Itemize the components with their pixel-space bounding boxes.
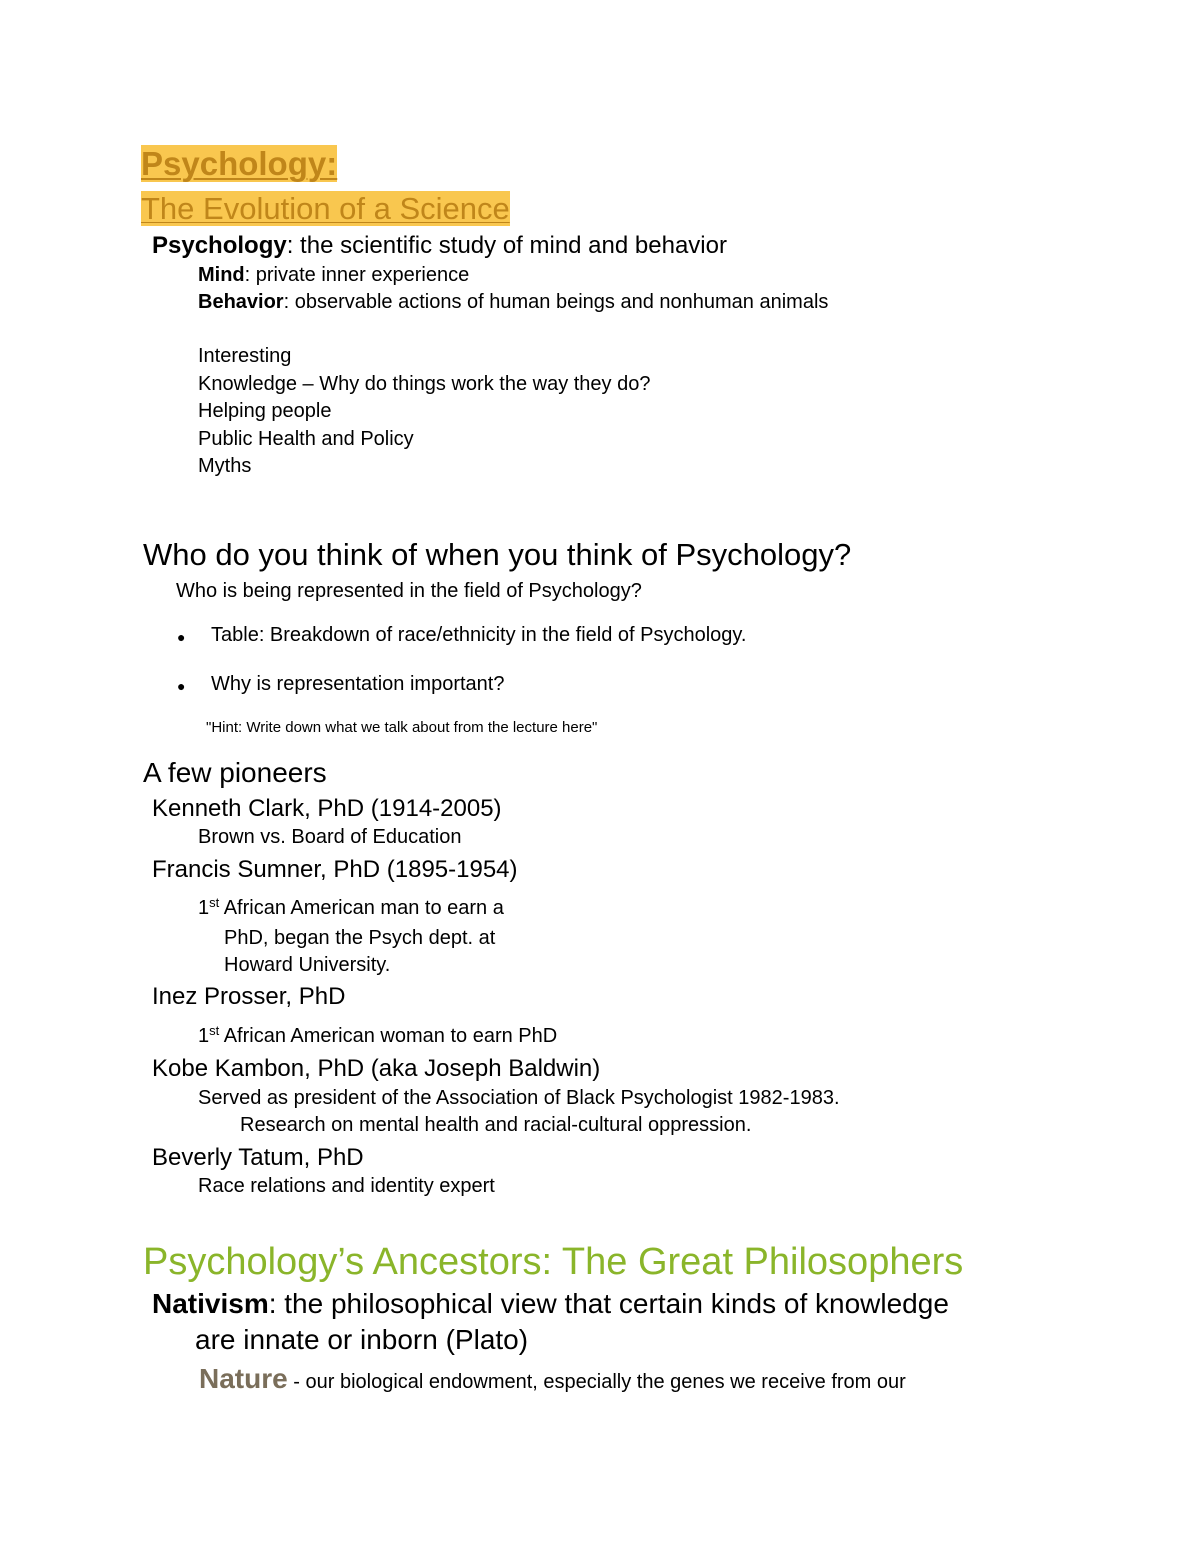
pioneer-name: Kenneth Clark, PhD (1914-2005) [152,795,502,822]
bullet-item: Why is representation important? [211,673,505,695]
reason-item: Myths [198,455,252,477]
behavior-definition [198,292,828,312]
mind-text: : private inner experience [244,264,470,286]
pioneer-note-cont: PhD, began the Psych dept. at [224,927,496,949]
bullet-item: Table: Breakdown of race/ethnicity in the field of Psychology. [211,624,747,646]
hint-text: "Hint: Write down what we talk about from the lecture here" [206,719,598,736]
mind-term: Mind [198,264,245,286]
note-line: African American woman to earn PhD [219,1025,558,1047]
bullet-dot: ● [177,629,186,645]
pioneer-note-cont: Research on mental health and racial-cultural oppression. [240,1114,752,1136]
reason-item: Interesting [198,345,292,367]
pioneer-name: Beverly Tatum, PhD [152,1144,364,1171]
document-subtitle [141,193,510,224]
pioneers-heading: A few pioneers [143,757,327,788]
representation-heading: Who do you think of when you think of Psychology? [143,537,852,572]
pioneer-note: Served as president of the Association of Black Psychologist 1982-1983. [198,1087,840,1109]
reason-item: Public Health and Policy [198,428,414,450]
reason-item: Helping people [198,400,332,422]
pioneer-name: Kobe Kambon, PhD (aka Joseph Baldwin) [152,1055,601,1082]
bullet-dot: ● [177,678,186,694]
ordinal-number: 1 [198,1025,210,1047]
pioneer-note: Brown vs. Board of Education [198,826,462,848]
pioneer-note-cont: Howard University. [224,954,391,976]
ordinal-number: 1 [198,897,210,919]
ancestors-heading: Psychology’s Ancestors: The Great Philosophers [143,1241,964,1283]
note-line: African American man to earn a [219,897,504,919]
nature-definition [199,1365,906,1393]
pioneer-note [198,1023,558,1047]
nature-term: Nature [199,1363,288,1394]
pioneer-name: Francis Sumner, PhD (1895-1954) [152,856,518,883]
ordinal-suffix: st [209,1023,220,1038]
nativism-term: Nativism [152,1288,269,1319]
nativism-definition [152,1290,949,1318]
nativism-definition-cont: are innate or inborn (Plato) [195,1324,529,1355]
subtitle-text: The Evolution of a Science [141,191,510,226]
psychology-definition [152,234,727,258]
pioneer-note: Race relations and identity expert [198,1175,495,1197]
representation-question: Who is being represented in the field of Psychology? [176,580,642,602]
reason-item: Knowledge – Why do things work the way they do? [198,373,651,395]
behavior-term: Behavior [198,291,284,313]
definition-term: Psychology [152,232,287,259]
nativism-text: : the philosophical view that certain kinds of knowledge [268,1288,949,1319]
ordinal-suffix: st [209,895,220,910]
behavior-text: : observable actions of human beings and nonhuman animals [283,291,829,313]
pioneer-name: Inez Prosser, PhD [152,983,346,1010]
nature-text: - our biological endowment, especially the genes we receive from our [287,1371,906,1393]
definition-text: : the scientific study of mind and behavior [286,232,727,259]
document-title [141,147,337,180]
mind-definition [198,265,469,285]
pioneer-note [198,895,504,919]
title-text: Psychology: [141,145,338,182]
